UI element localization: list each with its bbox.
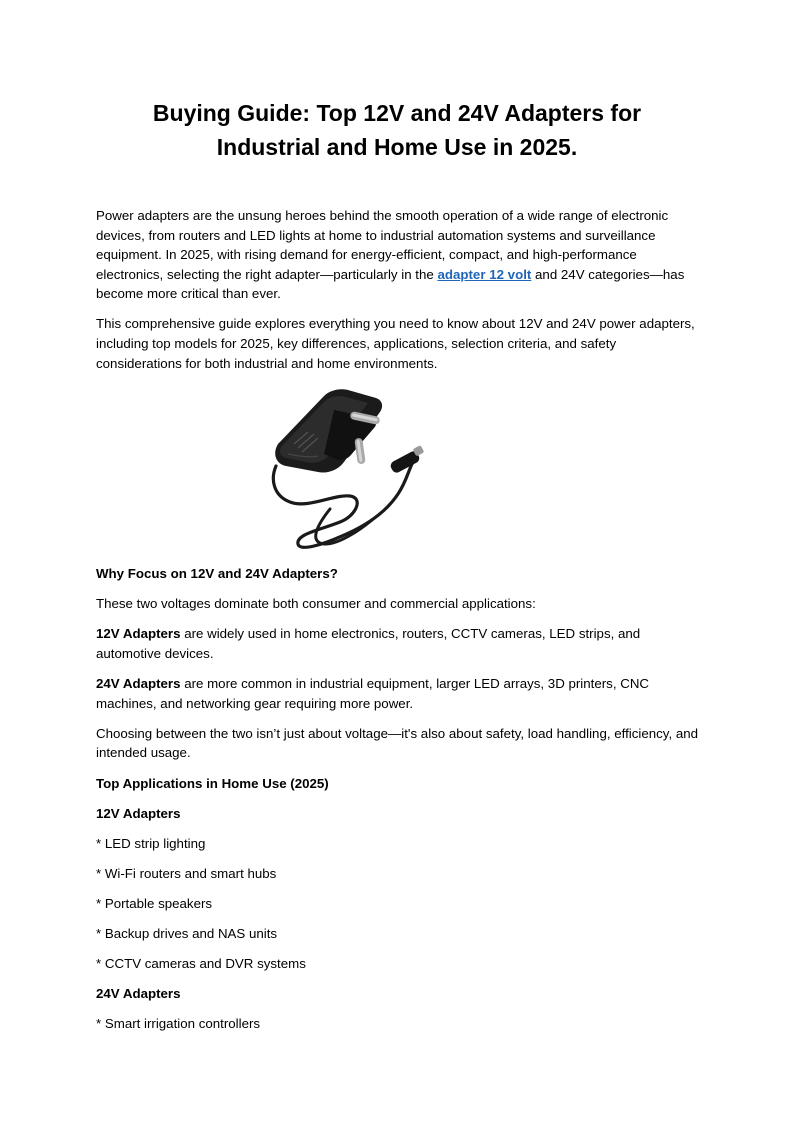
- list-item: * CCTV cameras and DVR systems: [96, 956, 306, 972]
- why-focus-heading: Why Focus on 12V and 24V Adapters?: [96, 566, 338, 582]
- label-12v-adapters: 12V Adapters: [96, 626, 181, 642]
- list-item: * Wi-Fi routers and smart hubs: [96, 865, 277, 881]
- power-adapter-illustration: [268, 384, 424, 550]
- text-24v-adapters: are more common in industrial equipment, larger LED arrays, 3D printers, CNC machines, and networking gear requiring more power.: [96, 676, 650, 711]
- page-title: [96, 96, 698, 164]
- adapter-image: [96, 384, 698, 554]
- title-line-1: Buying Guide: Top 12V and 24V Adapters for: [152, 100, 642, 126]
- label-24v-adapters: 24V Adapters: [96, 676, 181, 692]
- paragraph-12v-adapters: [96, 624, 698, 663]
- home-use-heading: Top Applications in Home Use (2025): [96, 775, 329, 791]
- intro-paragraph-1: [96, 206, 698, 304]
- home-24v-subheading: 24V Adapters: [96, 986, 181, 1002]
- list-item: * LED strip lighting: [96, 835, 206, 851]
- why-focus-lead: These two voltages dominate both consumer and commercial applications:: [96, 596, 536, 612]
- article-body: [96, 206, 698, 1044]
- text-12v-adapters: are widely used in home electronics, routers, CCTV cameras, LED strips, and automotive devices.: [96, 626, 641, 662]
- title-line-2: Industrial and Home Use in 2025.: [216, 134, 578, 160]
- intro-text-after-link: and 24V categories—has become more critical than ever.: [96, 266, 685, 302]
- paragraph-24v-adapters: [96, 674, 698, 713]
- list-item: * Portable speakers: [96, 895, 213, 911]
- intro-paragraph-2: This comprehensive guide explores everything you need to know about 12V and 24V power adapters, including top models for 2025, key differences, applications, selection criteria, and safety considerations for both industrial and home environments.: [96, 316, 695, 371]
- intro-text-before-link: Power adapters are the unsung heroes behind the smooth operation of a wide range of electronic devices, from routers and LED lights at home to industrial automation systems and surveillance equipment. In 2025, with rising demand for energy-efficient, compact, and high-performance electronics, selecting the right adapter—particularly in the: [96, 208, 669, 282]
- home-12v-subheading: 12V Adapters: [96, 805, 181, 821]
- adapter-12-volt-link[interactable]: adapter 12 volt: [437, 266, 532, 282]
- list-item: * Backup drives and NAS units: [96, 925, 278, 941]
- list-item: * Smart irrigation controllers: [96, 1016, 261, 1032]
- choosing-paragraph: Choosing between the two isn’t just about voltage—it's also about safety, load handling, efficiency, and intended usage.: [96, 725, 699, 761]
